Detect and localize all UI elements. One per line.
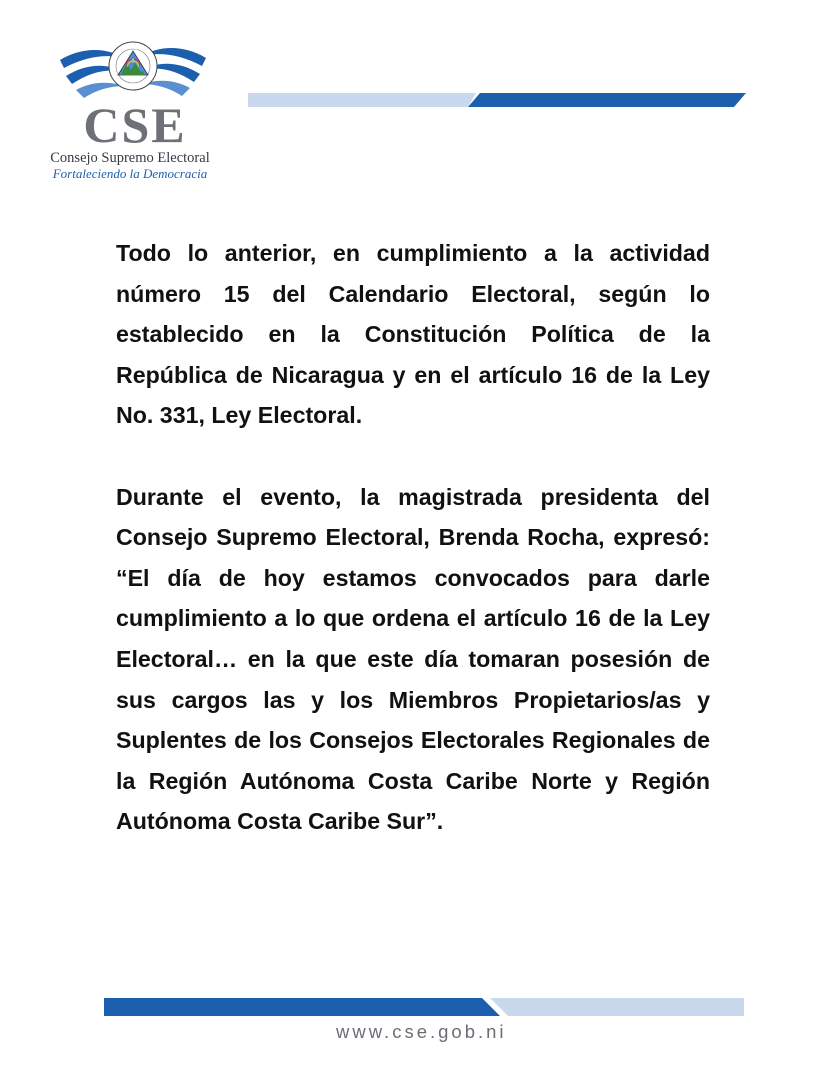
logo-abbreviation: CSE xyxy=(83,97,187,153)
cse-logo xyxy=(40,28,240,188)
logo-tagline: Fortaleciendo la Democracia xyxy=(52,166,208,181)
nicaragua-coat-of-arms-icon xyxy=(58,28,208,103)
paragraph-statement: Durante el evento, la magistrada presidenta del Consejo Supremo Electoral, Brenda Rocha, expresó: “El día de hoy estamos convocados para darle cumplimiento a lo que ordena el artículo 16 de la Ley Electoral… en la que este día tomaran posesión de sus cargos las y los Miembros Propietarios/as y Suplentes de los Consejos Electorales Regionales de la Región Autónoma Costa Caribe Norte y Región Autónoma Costa Caribe Sur”. xyxy=(116,483,710,835)
footer-decorative-bar xyxy=(104,998,744,1016)
document-body xyxy=(116,233,710,883)
header-decorative-bar xyxy=(248,93,746,107)
paragraph-activity: Todo lo anterior, en cumplimiento a la actividad número 15 del Calendario Electoral, según lo establecido en la Constitución Política de la República de Nicaragua y en el artículo 16 de la Ley No. 331, Ley Electoral. xyxy=(116,240,710,429)
logo-organization-name: Consejo Supremo Electoral xyxy=(50,150,210,166)
footer-website: www.cse.gob.ni xyxy=(336,1021,507,1042)
